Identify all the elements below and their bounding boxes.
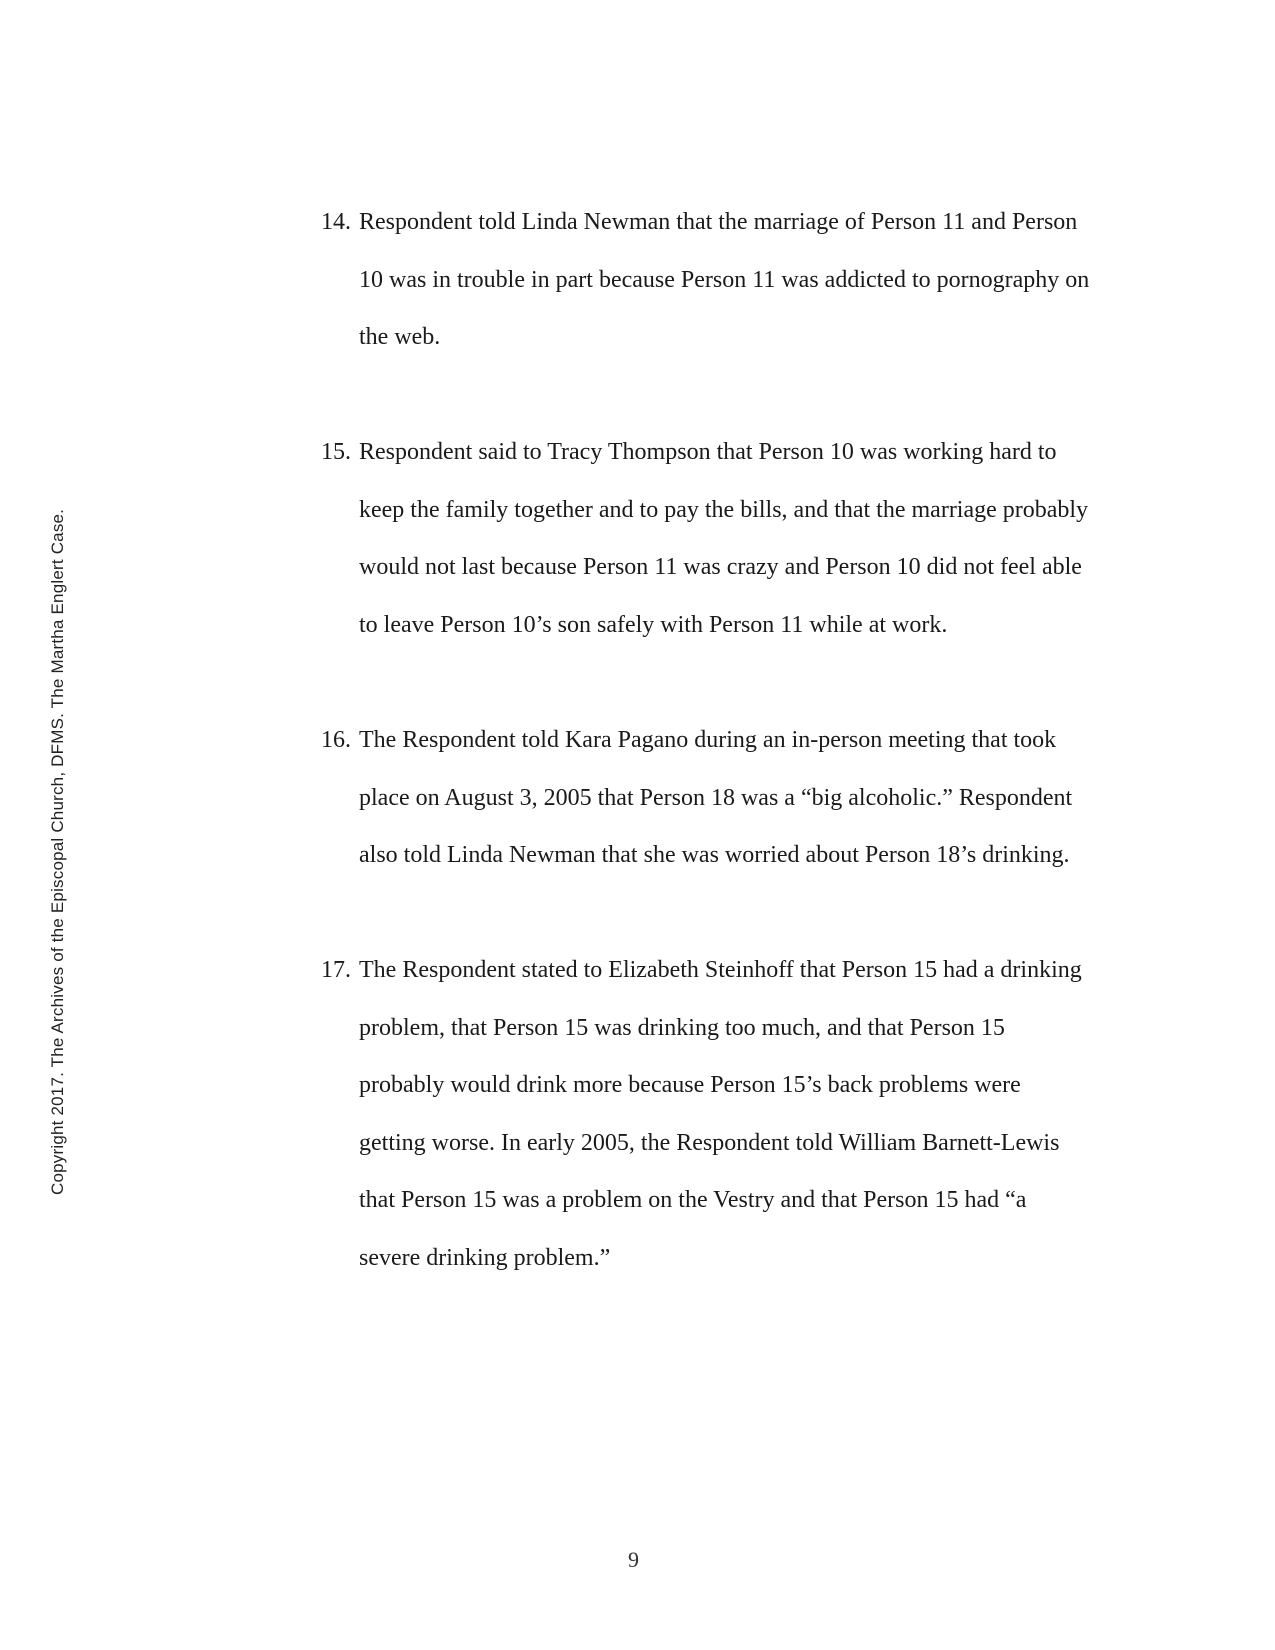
paragraph-line: The Respondent stated to Elizabeth Steinhoff that Person 15 had a drinking [359, 957, 1082, 983]
paragraph-14 [321, 194, 1131, 367]
paragraph-line: that Person 15 was a problem on the Vestry and that Person 15 had “a [359, 1187, 1027, 1213]
paragraph-line: getting worse. In early 2005, the Respondent told William Barnett-Lewis [359, 1129, 1060, 1156]
paragraph-line: place on August 3, 2005 that Person 18 was a “big alcoholic.” Respondent [359, 784, 1073, 811]
paragraph-number: 16. [321, 727, 351, 753]
paragraph-line: probably would drink more because Person 15’s back problems were [359, 1072, 1021, 1098]
paragraph-17 [321, 942, 1131, 1287]
paragraph-line: The Respondent told Kara Pagano during an in-person meeting that took [359, 727, 1057, 753]
copyright-watermark: Copyright 2017. The Archives of the Episcopal Church, DFMS. The Martha Englert Case. [48, 508, 67, 1195]
paragraph-line: Respondent said to Tracy Thompson that Person 10 was working hard to [359, 439, 1057, 465]
paragraph-line: also told Linda Newman that she was worried about Person 18’s drinking. [359, 842, 1070, 868]
paragraph-number: 17. [321, 957, 351, 983]
paragraph-line: to leave Person 10’s son safely with Person 11 while at work. [359, 611, 948, 638]
paragraph-line: would not last because Person 11 was crazy and Person 10 did not feel able [359, 554, 1082, 580]
paragraph-line: the web. [359, 324, 441, 350]
paragraph-number: 15. [321, 439, 351, 465]
paragraph-line: 10 was in trouble in part because Person 11 was addicted to pornography on [359, 266, 1090, 293]
paragraph-line: severe drinking problem.” [359, 1244, 611, 1271]
paragraph-15 [321, 424, 1131, 654]
paragraph-16 [321, 712, 1131, 885]
page-number: 9 [628, 1547, 639, 1572]
paragraph-line: problem, that Person 15 was drinking too much, and that Person 15 [359, 1014, 1005, 1041]
paragraph-line: keep the family together and to pay the bills, and that the marriage probably [359, 496, 1089, 523]
paragraph-line: Respondent told Linda Newman that the marriage of Person 11 and Person [359, 209, 1078, 235]
paragraph-number: 14. [321, 209, 351, 235]
